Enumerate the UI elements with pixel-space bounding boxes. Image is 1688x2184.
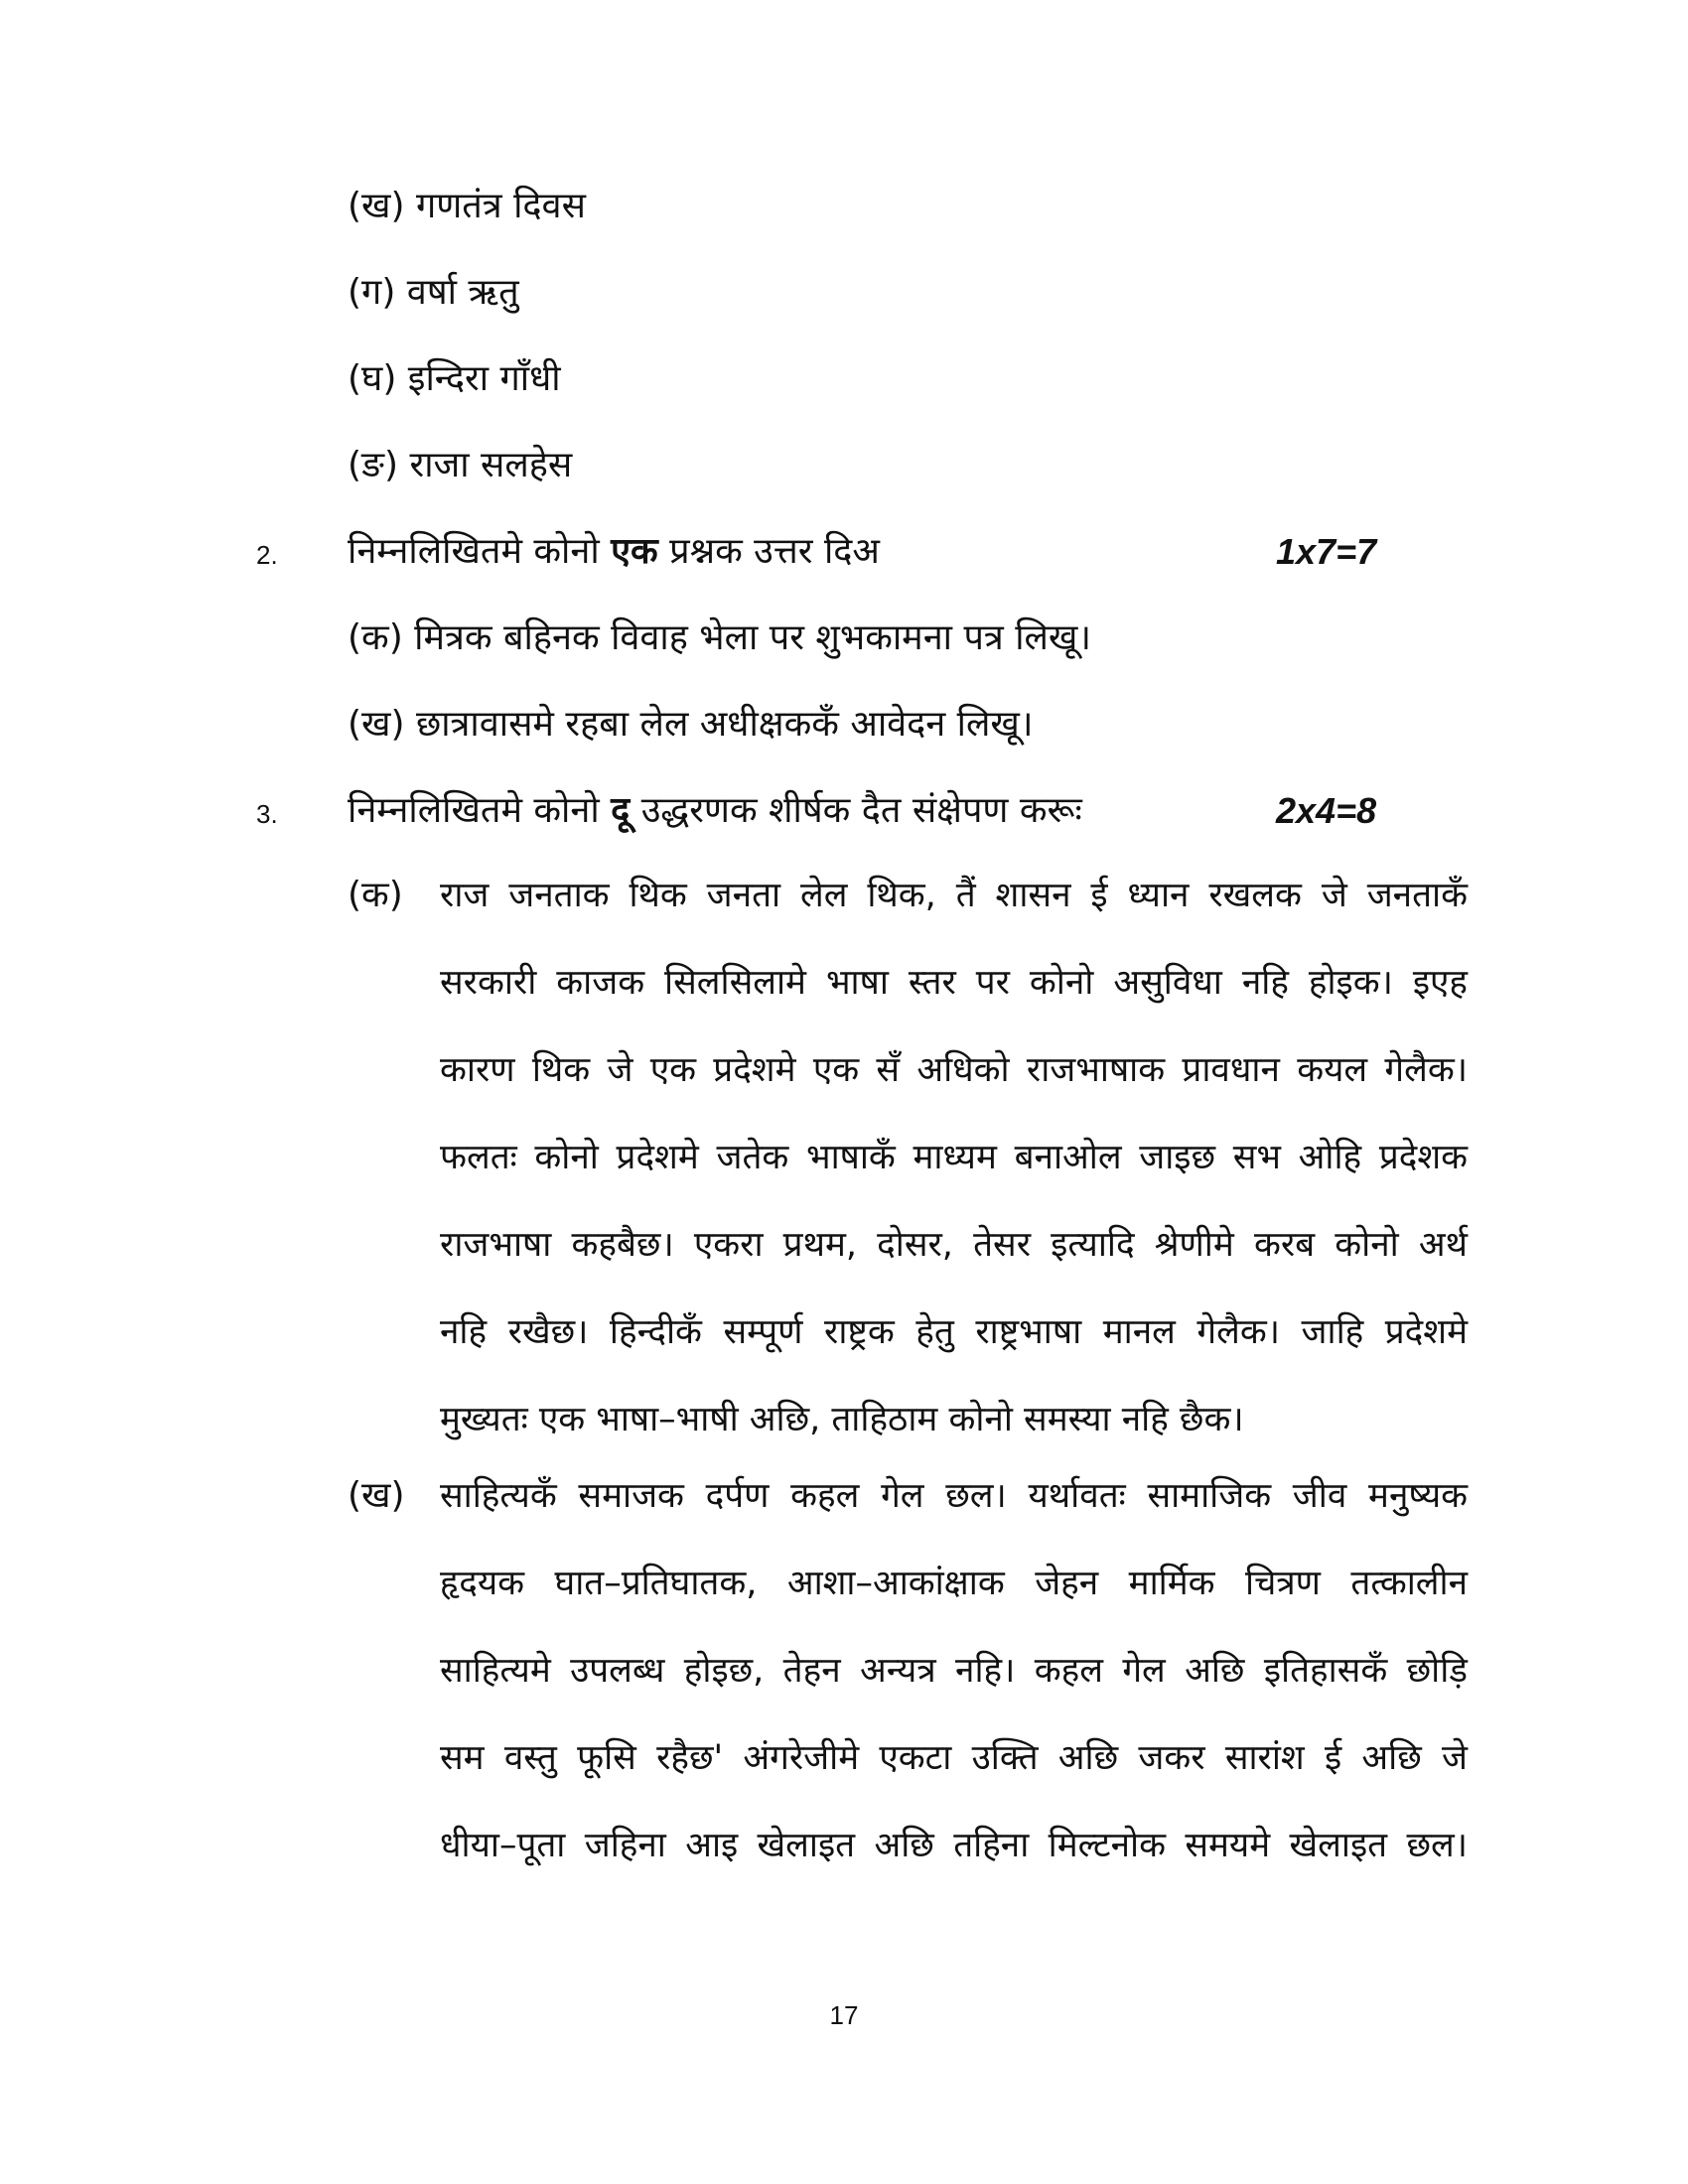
- passage-a-line: मुख्यतः एक भाषा–भाषी अछि, ताहिठाम कोनो समस्या नहि छैक।: [440, 1400, 1244, 1439]
- q3-marks: 2x4=8: [1276, 790, 1377, 831]
- passage-b-line: साहित्यकँ समाजक दर्पण कहल गेल छल। यर्थावतः सामाजिक जीव मनुष्यक: [440, 1476, 1468, 1516]
- passage-a-line: फलतः कोनो प्रदेशमे जतेक भाषाकँ माध्यम बनाओल जाइछ सभ ओहि प्रदेशक: [440, 1138, 1468, 1177]
- passage-a-label: (क): [348, 875, 403, 915]
- q2-option-kha: (ख) छात्रावासमे रहबा लेल अधीक्षककँ आवेदन लिखू।: [348, 704, 1034, 745]
- passage-b-label: (ख): [348, 1475, 405, 1516]
- q3-number: 3.: [256, 799, 278, 829]
- q1-option-kha: (ख) गणतंत्र दिवस: [348, 186, 586, 226]
- passage-b-line: धीया–पूता जहिना आइ खेलाइत अछि तहिना मिल्टनोक समयमे खेलाइत छल।: [440, 1826, 1468, 1865]
- q2-text-after: प्रश्नक उत्तर दिअ: [657, 531, 880, 572]
- passage-a-line: कारण थिक जे एक प्रदेशमे एक सँ अधिको राजभाषाक प्रावधान कयल गेलैक।: [440, 1050, 1468, 1090]
- q1-option-ga: (ग) वर्षा ऋतु: [348, 272, 519, 313]
- passage-a-line: सरकारी काजक सिलसिलामे भाषा स्तर पर कोनो असुविधा नहि होइक। इएह: [440, 963, 1468, 1003]
- q2-marks: 1x7=7: [1276, 531, 1377, 572]
- q2-number: 2.: [256, 540, 278, 570]
- q1-option-gha: (घ) इन्दिरा गाँधी: [348, 358, 561, 399]
- passage-b: [440, 1474, 1468, 1911]
- passage-a-line: नहि रखैछ। हिन्दीकँ सम्पूर्ण राष्ट्रक हेतु राष्ट्रभाषा मानल गेलैक। जाहि प्रदेशमे: [440, 1312, 1468, 1352]
- q3-bold-word: दू: [611, 790, 631, 831]
- q2-text-before: निम्नलिखितमे कोनो: [348, 531, 612, 572]
- passage-a-line: राज जनताक थिक जनता लेल थिक, तैं शासन ई ध्यान रखलक जे जनताकँ: [440, 876, 1468, 915]
- q3-text-after: उद्धरणक शीर्षक दैत संक्षेपण करूः: [630, 790, 1082, 831]
- passage-b-line: साहित्यमे उपलब्ध होइछ, तेहन अन्यत्र नहि। कहल गेल अछि इतिहासकँ छोड़ि: [440, 1651, 1468, 1691]
- passage-b-line: हृदयक घात–प्रतिघातक, आशा–आकांक्षाक जेहन मार्मिक चित्रण तत्कालीन: [440, 1564, 1468, 1603]
- passage-a-line: राजभाषा कहबैछ। एकरा प्रथम, दोसर, तेसर इत्यादि श्रेणीमे करब कोनो अर्थ: [440, 1225, 1468, 1265]
- passage-b-line: सम वस्तु फूसि रहैछ' अंगरेजीमे एकटा उक्ति अछि जकर सारांश ई अछि जे: [440, 1738, 1468, 1778]
- passage-a: [440, 874, 1468, 1485]
- page-number: 17: [829, 2000, 859, 2030]
- q2-question: [348, 530, 880, 574]
- q3-text-before: निम्नलिखितमे कोनो: [348, 790, 612, 831]
- q2-bold-word: एक: [611, 531, 658, 572]
- q3-question: [348, 789, 1082, 833]
- q2-option-ka: (क) मित्रक बहिनक विवाह भेला पर शुभकामना पत्र लिखू।: [348, 617, 1092, 658]
- q1-option-nga: (ङ) राजा सलहेस: [348, 445, 573, 485]
